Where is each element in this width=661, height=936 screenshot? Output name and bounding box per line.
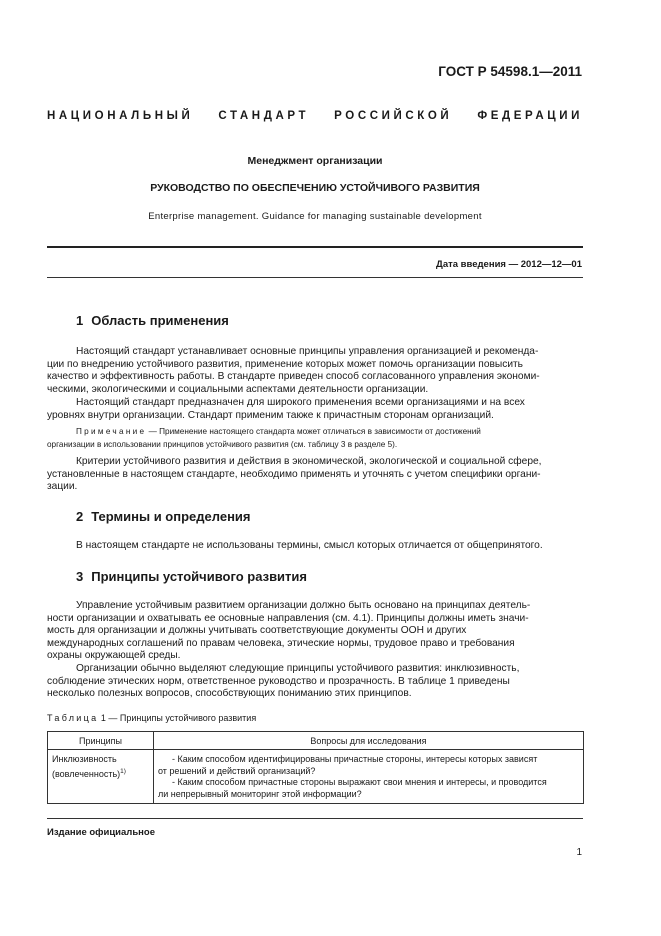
- section-number: 2: [76, 509, 84, 524]
- text-line: В настоящем стандарте не использованы термины, смысл которых отличается от общепринятого.: [76, 540, 543, 551]
- text-line: Управление устойчивым развитием организации должно быть основано на принципах деятель-: [76, 600, 531, 611]
- section-number: 1: [76, 313, 84, 328]
- note-label: Примечание: [76, 427, 147, 436]
- section-title: Термины и определения: [91, 509, 251, 524]
- text-line: установленные в настоящем стандарте, необходимо применять и уточнять с учетом специфики органи-: [47, 468, 541, 480]
- note-text: — Применение настоящего стандарта может отличаться в зависимости от достижений: [146, 427, 481, 436]
- section-1-heading: [76, 313, 229, 328]
- principle-name-alt: [52, 766, 149, 781]
- text-line: ческими, экологическими и социальными аспектами деятельности организации.: [47, 383, 429, 395]
- note-line: [47, 426, 583, 439]
- national-standard-banner: [47, 110, 583, 122]
- section-2-paragraph: [47, 540, 583, 553]
- title-divider: [47, 246, 583, 248]
- section-1-paragraph-1: [47, 346, 583, 396]
- section-1-note: [47, 426, 583, 451]
- question-line: от решений и действий организаций?: [158, 765, 316, 776]
- table-caption-text: 1 — Принципы устойчивого развития: [98, 713, 257, 723]
- table-caption-label: Таблица: [47, 713, 99, 723]
- table-header-row: [48, 732, 584, 750]
- page-number: 1: [576, 847, 582, 858]
- edition-label: Издание официальное: [47, 827, 155, 838]
- text-line: качество и эффективность работы. В стандарте приведен способ согласованного управления экономи-: [47, 371, 540, 383]
- section-3-heading: [76, 569, 307, 584]
- document-subject: Менеджмент организации: [247, 155, 383, 167]
- section-title: Принципы устойчивого развития: [91, 569, 307, 584]
- text-line: зации.: [47, 481, 78, 493]
- principle-cell: [48, 750, 154, 804]
- principle-name: Инклюзивность: [52, 754, 117, 764]
- question-line: - Каким способом причастные стороны выражают свои мнения и интересы, и проводится: [172, 777, 547, 787]
- text-line: международных соглашений по правам человека, этические нормы, трудовое право и требования: [47, 637, 515, 649]
- document-title-english: Enterprise management. Guidance for managing sustainable development: [148, 211, 482, 222]
- banner-word: РОССИЙСКОЙ: [334, 110, 453, 122]
- text-line: соблюдение этических норм, ответственное руководство и прозрачность. В таблице 1 приведены: [47, 675, 510, 687]
- section-number: 3: [76, 569, 84, 584]
- text-line: уровнях внутри организации. Стандарт применим также к причастным сторонам организаций.: [47, 409, 494, 421]
- text-line: мость для организации и должны учитывать соответствующие документы ООН и других: [47, 625, 467, 637]
- banner-word: НАЦИОНАЛЬНЫЙ: [47, 110, 194, 122]
- section-title: Область применения: [91, 313, 229, 328]
- text-line: несколько полезных вопросов, способствующих пониманию этих принципов.: [47, 688, 412, 700]
- principles-table: [47, 731, 584, 804]
- text-line: ности организации и охватывать ее основные направления (см. 4.1). Принципы должны иметь значи-: [47, 612, 529, 624]
- table-row: [48, 750, 584, 804]
- section-3-paragraph-1: [47, 600, 583, 663]
- footnote-mark: 1): [120, 767, 126, 775]
- date-divider: [47, 277, 583, 278]
- document-code: ГОСТ Р 54598.1—2011: [438, 64, 582, 79]
- text-line: Организации обычно выделяют следующие принципы устойчивого развития: инклюзивность,: [76, 663, 520, 674]
- banner-word: ФЕДЕРАЦИИ: [477, 110, 583, 122]
- text-line: Критерии устойчивого развития и действия в экономической, экологической и социальной сфере,: [76, 456, 542, 467]
- note-line: организации в использовании принципов устойчивого развития (см. таблицу 3 в разделе 5).: [47, 439, 398, 449]
- table-caption: [47, 713, 256, 723]
- column-header-questions: Вопросы для исследования: [154, 732, 584, 750]
- text-line: Настоящий стандарт устанавливает основные принципы управления организацией и рекоменда-: [76, 346, 539, 357]
- footer-divider: [47, 818, 583, 819]
- text-line: Настоящий стандарт предназначен для широкого применения всеми организациями и на всех: [76, 397, 525, 408]
- text-line: ции по внедрению устойчивого развития, применение которых может помочь организации повысить: [47, 358, 523, 370]
- principle-alt-text: (вовлеченность): [52, 768, 121, 779]
- column-header-principles: Принципы: [48, 732, 154, 750]
- section-2-heading: [76, 509, 251, 524]
- section-3-paragraph-2: [47, 663, 583, 701]
- question-line: - Каким способом идентифицированы причастные стороны, интересы которых зависят: [172, 754, 538, 764]
- questions-cell: [154, 750, 584, 804]
- section-1-paragraph-2: [47, 397, 583, 422]
- text-line: охраны окружающей среды.: [47, 650, 181, 662]
- section-1-paragraph-3: [47, 456, 583, 494]
- banner-word: СТАНДАРТ: [218, 110, 310, 122]
- document-title: РУКОВОДСТВО ПО ОБЕСПЕЧЕНИЮ УСТОЙЧИВОГО РАЗВИТИЯ: [150, 182, 480, 194]
- question-line: ли непрерывный мониторинг этой информации?: [158, 788, 362, 799]
- introduction-date: Дата введения — 2012—12—01: [436, 259, 582, 270]
